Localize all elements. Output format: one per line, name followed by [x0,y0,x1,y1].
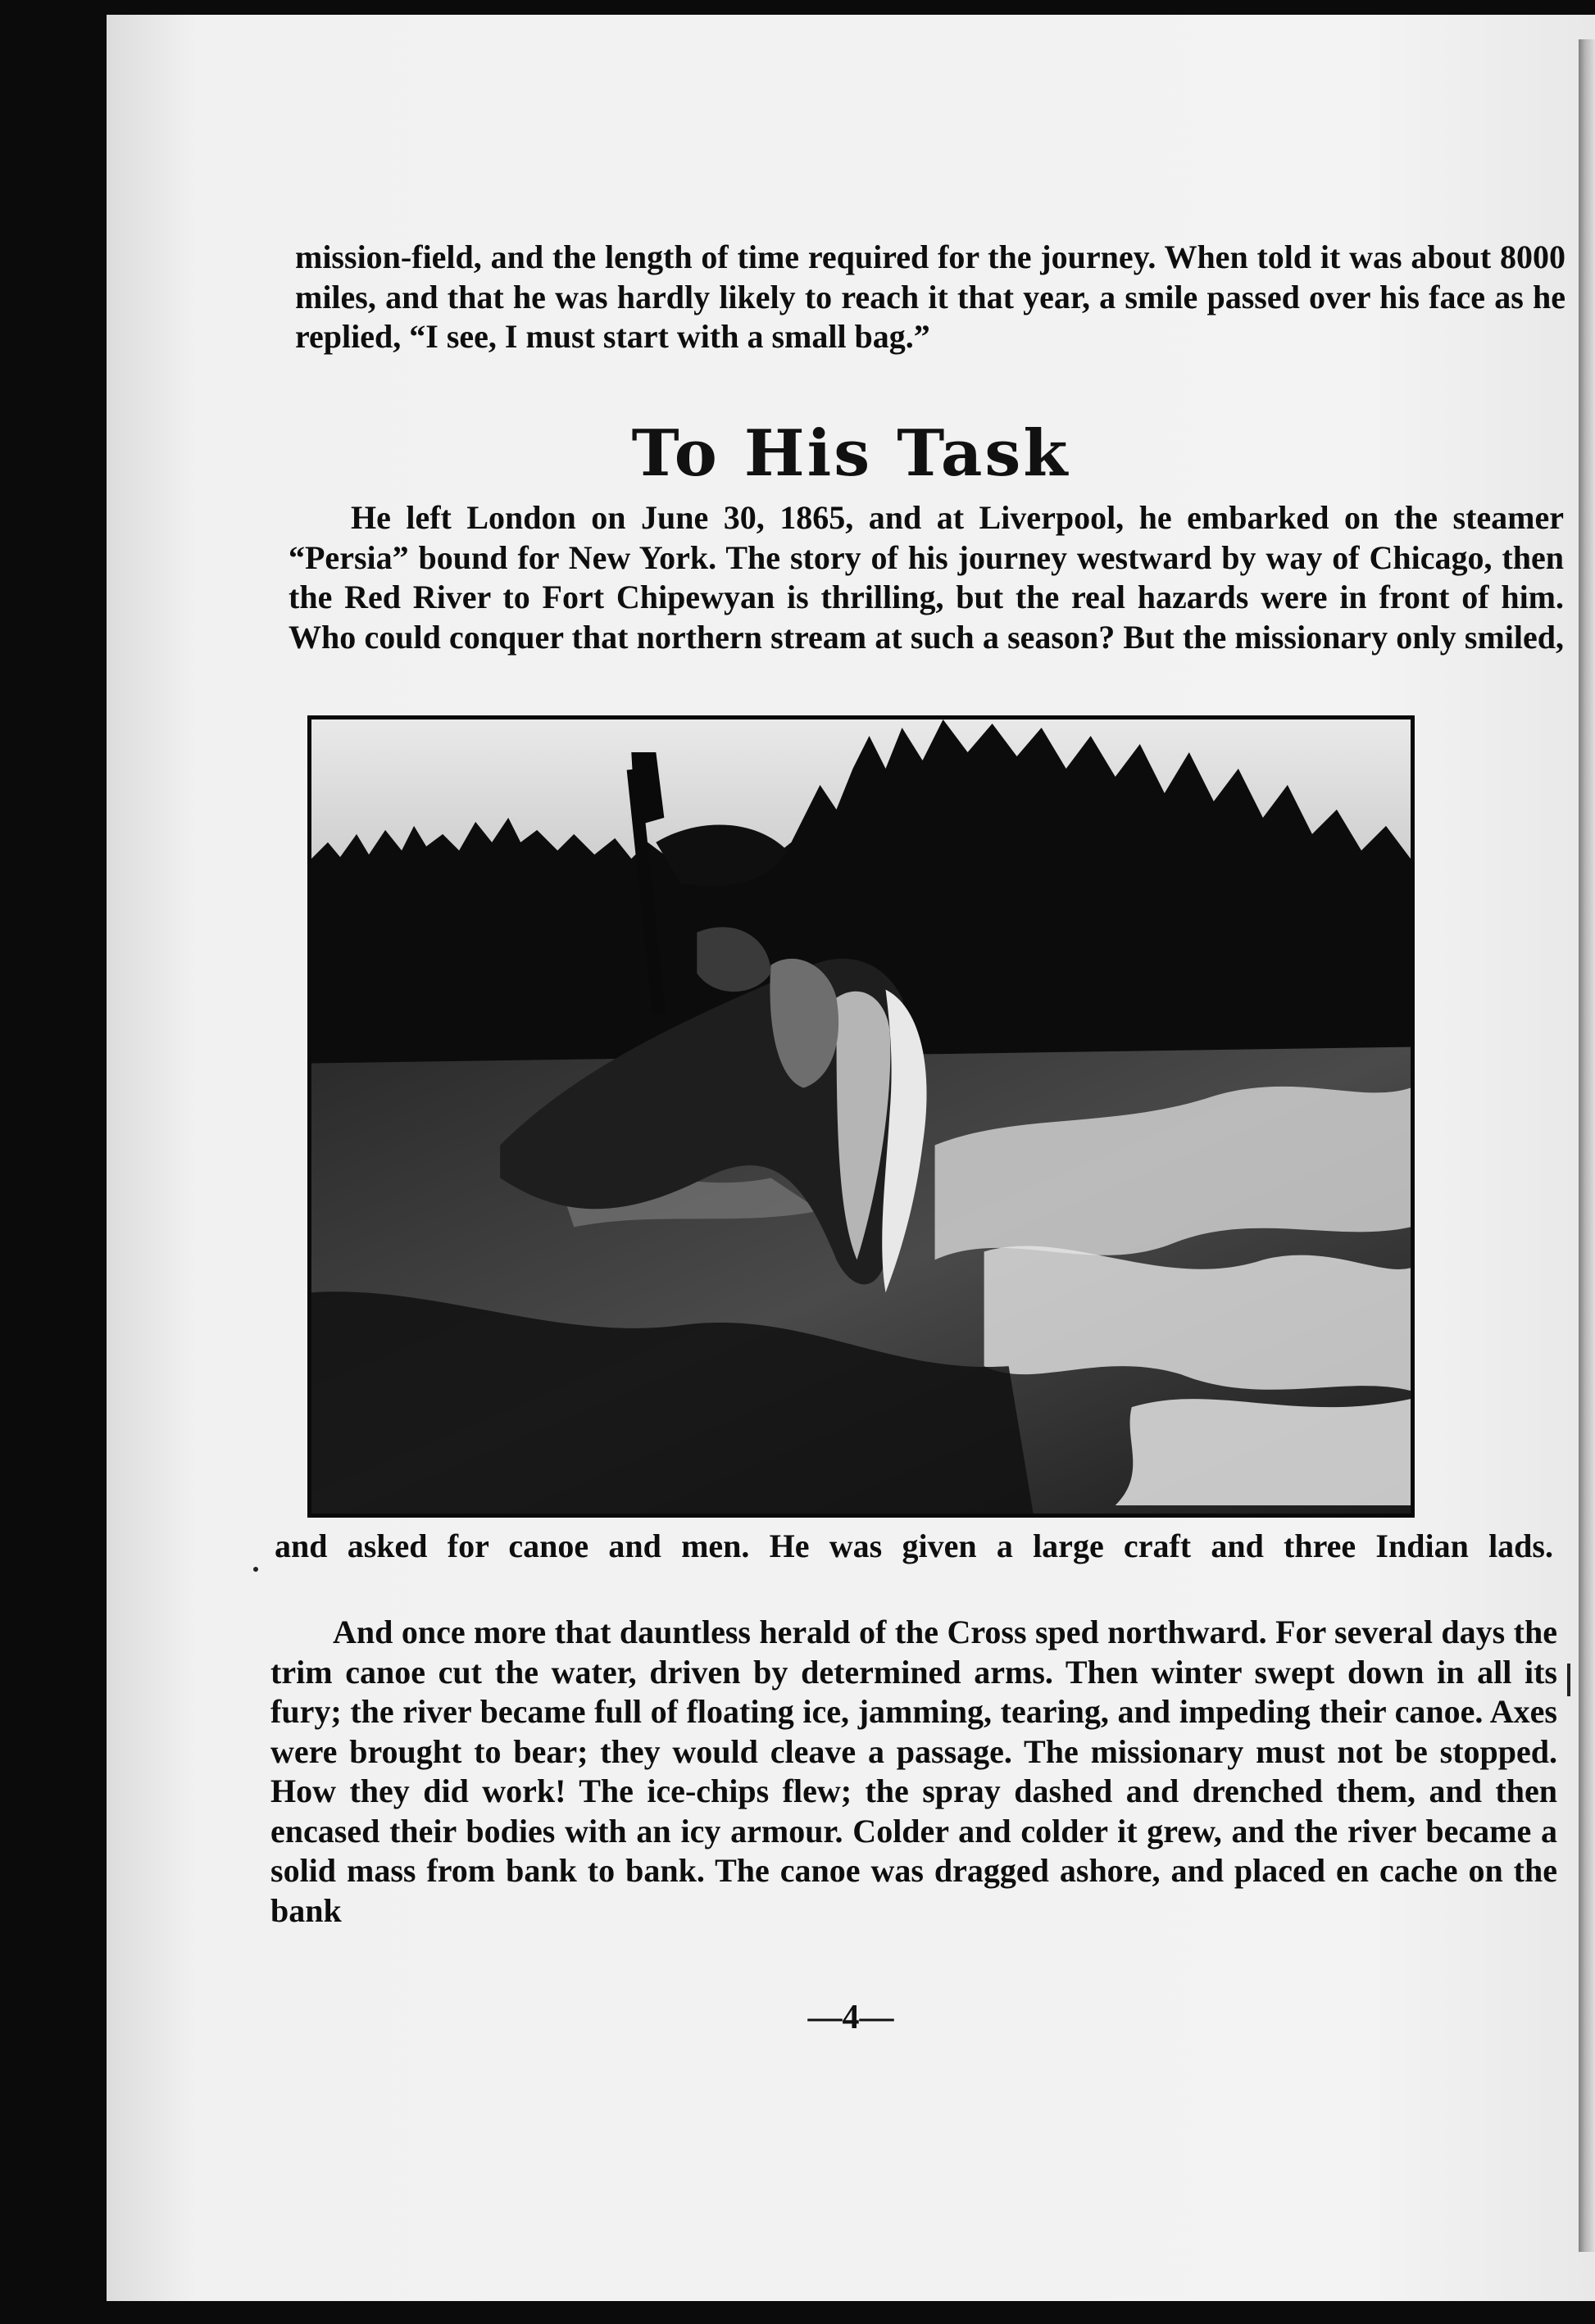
photograph-image [311,719,1411,1514]
section-heading: To His Task [631,416,1070,491]
paragraph-dauntless-herald: And once more that dauntless herald of the Cross sped northward. For several days the trim canoe cut the water, driven by determined arms. Then winter swept down in all its fury; the river became full of floating ice, jamming, tearing, and impeding their canoe. Axes were brought to bear; they would cleave a passage. The missionary must not be stopped. How they did work! The ice-chips flew; the spray dashed and drenched them, and then encased their bodies with an icy armour. Colder and colder it grew, and the river became a solid mass from bank to bank. The canoe was dragged ashore, and placed en cache on the bank [270,1614,1557,1929]
page-number: —4— [807,1999,894,2036]
page-edge-shadow [1579,39,1595,2252]
paragraph-mission-field: mission-field, and the length of time required for the journey. When told it was about 8000 miles, and that he was hardly likely to reach it that year, a smile passed over his face as he replied, “I see, I must start with a small bag.” [295,238,1565,355]
left-margin-mark [253,1567,258,1572]
paragraph-left-london: He left London on June 30, 1865, and at Liverpool, he embarked on the steamer “Persia” bound for New York. The story of his journey westward by way of Chicago, then the Red River to Fort Chipewyan is thrilling, but the real hazards were in front of him. Who could conquer that northern stream at such a season? But the missionary only smiled, [289,499,1564,656]
paragraph-canoe-and-men: and asked for canoe and men. He was given a large craft and three Indian lads. [275,1527,1553,1564]
book-page [107,15,1595,2301]
right-margin-mark [1567,1664,1570,1696]
canoe-rapids-photograph [307,715,1415,1518]
